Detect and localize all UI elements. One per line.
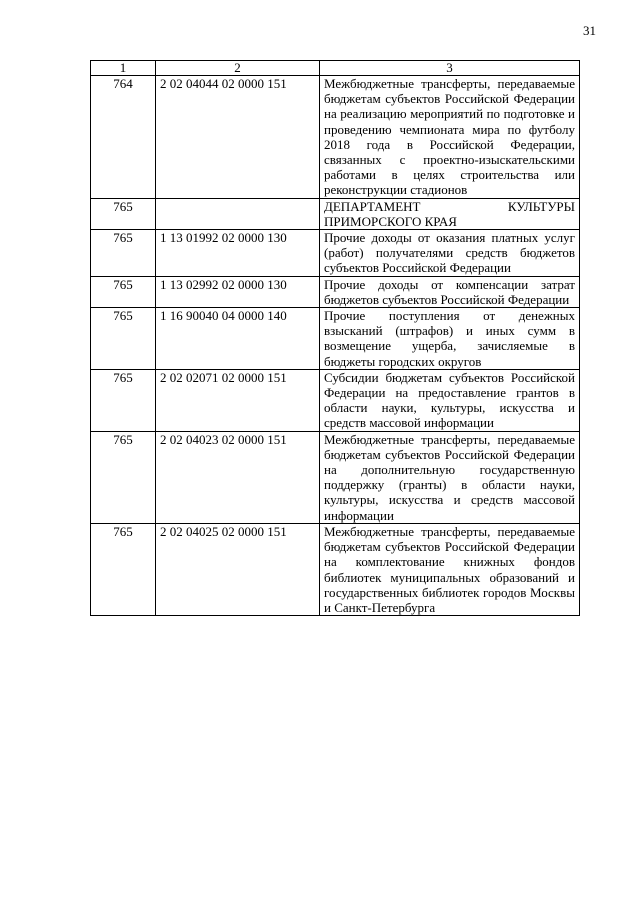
table-row bbox=[91, 369, 580, 431]
page-number: 31 bbox=[583, 23, 596, 38]
admin-code-cell: 765 bbox=[91, 230, 156, 277]
budget-code-cell: 2 02 04025 02 0000 151 bbox=[156, 523, 320, 615]
table-row bbox=[91, 431, 580, 523]
budget-code-cell: 1 13 02992 02 0000 130 bbox=[156, 276, 320, 307]
description-cell: Прочие поступления от денежных взысканий (штрафов) и иных сумм в возмещение ущерба, зачисляемые в бюджеты городских округов bbox=[320, 308, 580, 370]
table-row bbox=[91, 276, 580, 307]
budget-code-cell: 2 02 04023 02 0000 151 bbox=[156, 431, 320, 523]
admin-code-cell: 765 bbox=[91, 198, 156, 229]
table-row bbox=[91, 198, 580, 229]
header-col-1: 1 bbox=[91, 61, 156, 76]
description-cell: Прочие доходы от компенсации затрат бюджетов субъектов Российской Федерации bbox=[320, 276, 580, 307]
budget-classification-table bbox=[90, 60, 580, 616]
budget-code-cell: 2 02 04044 02 0000 151 bbox=[156, 76, 320, 199]
description-cell: Межбюджетные трансферты, передаваемые бюджетам субъектов Российской Федерации на дополнительную государственную поддержку (гранты) в области науки, культуры, искусства и средств массовой информации bbox=[320, 431, 580, 523]
description-cell: Межбюджетные трансферты, передаваемые бюджетам субъектов Российской Федерации на реализацию мероприятий по подготовке и проведению чемпионата мира по футболу 2018 года в Российской Федерации, связанных с проектно-изыскательскими работами в целях строительства или реконструкции стадионов bbox=[320, 76, 580, 199]
department-heading-cell: ДЕПАРТАМЕНТ КУЛЬТУРЫ ПРИМОРСКОГО КРАЯ bbox=[320, 198, 580, 229]
description-cell: Прочие доходы от оказания платных услуг (работ) получателями средств бюджетов субъектов Российской Федерации bbox=[320, 230, 580, 277]
table-row bbox=[91, 76, 580, 199]
description-cell: Межбюджетные трансферты, передаваемые бюджетам субъектов Российской Федерации на комплектование книжных фондов библиотек муниципальных образований и государственных библиотек городов Москвы и Санкт-Петербурга bbox=[320, 523, 580, 615]
budget-code-cell: 1 13 01992 02 0000 130 bbox=[156, 230, 320, 277]
table-row bbox=[91, 230, 580, 277]
table-row bbox=[91, 308, 580, 370]
description-cell: Субсидии бюджетам субъектов Российской Федерации на предоставление грантов в области науки, культуры, искусства и средств массовой информации bbox=[320, 369, 580, 431]
admin-code-cell: 765 bbox=[91, 431, 156, 523]
table-header-row bbox=[91, 61, 580, 76]
admin-code-cell: 765 bbox=[91, 523, 156, 615]
header-col-3: 3 bbox=[320, 61, 580, 76]
budget-code-cell: 1 16 90040 04 0000 140 bbox=[156, 308, 320, 370]
admin-code-cell: 765 bbox=[91, 276, 156, 307]
budget-code-cell bbox=[156, 198, 320, 229]
admin-code-cell: 765 bbox=[91, 308, 156, 370]
admin-code-cell: 764 bbox=[91, 76, 156, 199]
header-col-2: 2 bbox=[156, 61, 320, 76]
admin-code-cell: 765 bbox=[91, 369, 156, 431]
budget-code-cell: 2 02 02071 02 0000 151 bbox=[156, 369, 320, 431]
table-row bbox=[91, 523, 580, 615]
